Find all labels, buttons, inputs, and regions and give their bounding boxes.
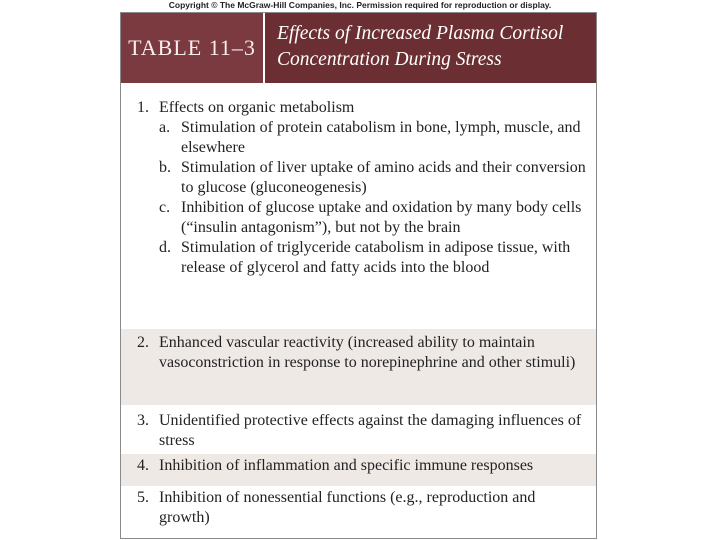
item-text: Enhanced vascular reactivity (increased ability to maintain vasoconstriction in response to norepinephrine and other stimuli) [159,334,576,371]
table-label: TABLE 11–3 [121,13,265,83]
sub-item-text: Stimulation of protein catabolism in bone, lymph, muscle, and elsewhere [181,119,581,156]
sub-item [159,158,586,198]
list-item [137,98,586,278]
table-section-2 [121,329,596,405]
item-text: Unidentified protective effects against the damaging influences of stress [159,412,582,449]
table-section-1 [121,98,596,330]
sub-item-letter: d. [159,239,171,256]
sub-item-letter: b. [159,159,171,176]
sub-item-text: Inhibition of glucose uptake and oxidation by many body cells (“insulin antagonism”), but not by the brain [181,199,582,236]
item-number: 2. [137,334,149,351]
table-card [120,12,597,539]
sub-item-letter: a. [159,119,171,136]
sub-item-text: Stimulation of liver uptake of amino acids and their conversion to glucose (gluconeogenesis) [181,159,586,196]
item-number: 4. [137,457,149,474]
sub-item [159,198,586,238]
item-text: Inhibition of inflammation and specific immune responses [159,457,534,474]
sub-item-letter: c. [159,199,171,216]
item-number: 3. [137,412,149,429]
table-section-5 [121,486,596,538]
list-item [137,456,586,476]
table-header [121,13,596,83]
list-item [137,488,586,528]
sub-item-text: Stimulation of triglyceride catabolism in adipose tissue, with release of glycerol and fatty acids into the blood [181,239,571,276]
table-section-3 [121,405,596,455]
item-number: 1. [137,99,149,116]
table-section-4 [121,454,596,486]
item-text: Inhibition of nonessential functions (e.g., reproduction and growth) [159,489,536,526]
list-item [137,411,586,451]
item-number: 5. [137,489,149,506]
copyright-notice: Copyright © The McGraw-Hill Companies, Inc. Permission required for reproduction or display. [168,0,552,10]
table-title: Effects of Increased Plasma Cortisol Concentration During Stress [277,23,564,70]
sub-item [159,238,586,278]
item-text: Effects on organic metabolism [159,99,355,116]
list-item [137,333,586,373]
sub-item [159,118,586,158]
